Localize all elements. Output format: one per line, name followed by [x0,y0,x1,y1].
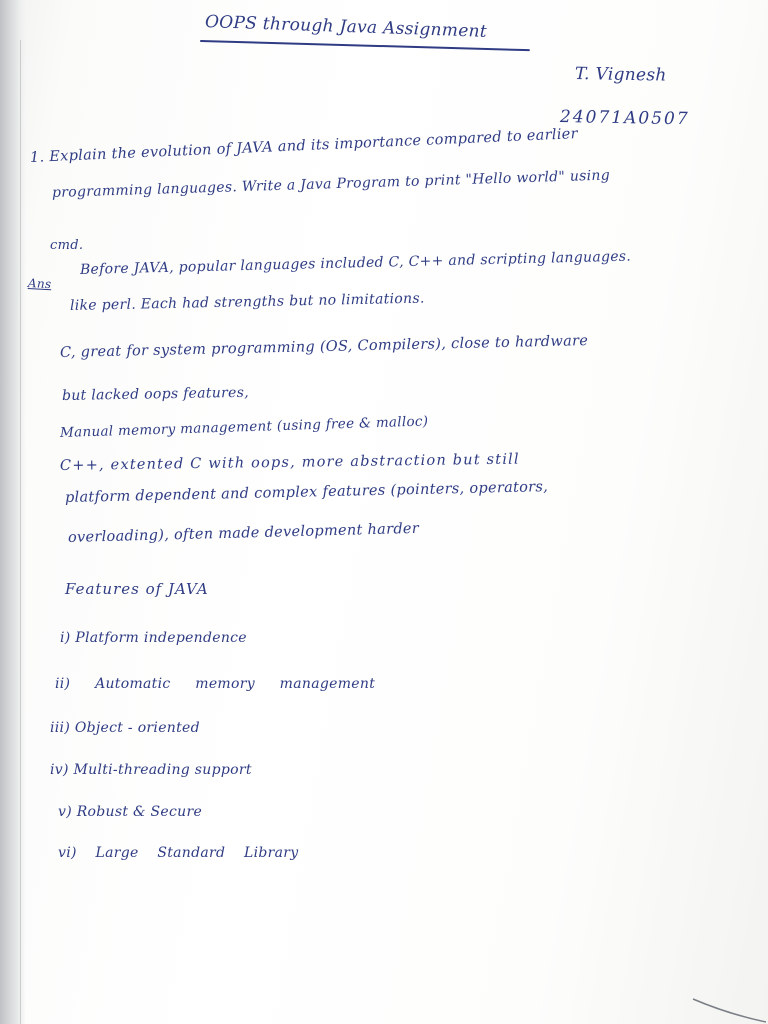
feature-item-6: vi) Large Standard Library [58,845,299,861]
features-heading: Features of JAVA [65,580,209,598]
assignment-title: OOPS through Java Assignment [204,12,488,42]
answer-line-4: but lacked oops features, [61,384,250,404]
author-name: T. Vignesh [574,64,667,86]
notebook-binding-edge [0,0,26,1024]
feature-item-1: i) Platform independence [60,630,247,646]
answer-line-5: Manual memory management (using free & malloc) [59,413,429,441]
answer-line-1: Before JAVA, popular languages included C, C++ and scripting languages. [79,248,632,278]
feature-item-4: iv) Multi-threading support [50,762,252,778]
title-underline [200,40,530,51]
answer-line-3: C, great for system programming (OS, Compilers), close to hardware [59,333,589,361]
answer-line-8: overloading), often made development harder [67,520,420,546]
page-corner-curl [688,994,768,1024]
feature-item-3: iii) Object - oriented [50,720,200,736]
answer-line-7: platform dependent and complex features (pointers, operators, [64,479,549,506]
answer-line-2: like perl. Each had strengths but no limitations. [69,290,425,314]
question-line-2: programming languages. Write a Java Program to print "Hello world" using [51,167,611,201]
question-line-1: 1. Explain the evolution of JAVA and its importance compared to earlier [29,126,579,166]
feature-item-5: v) Robust & Secure [58,804,203,820]
notebook-margin-line [20,40,21,1024]
answer-line-6: C++, extented C with oops, more abstraction but still [59,451,520,474]
answer-label: Ans [27,276,52,292]
question-line-3: cmd. [50,238,84,253]
roll-number: 24071A0507 [559,107,690,130]
feature-item-2: ii) Automatic memory management [55,676,376,692]
